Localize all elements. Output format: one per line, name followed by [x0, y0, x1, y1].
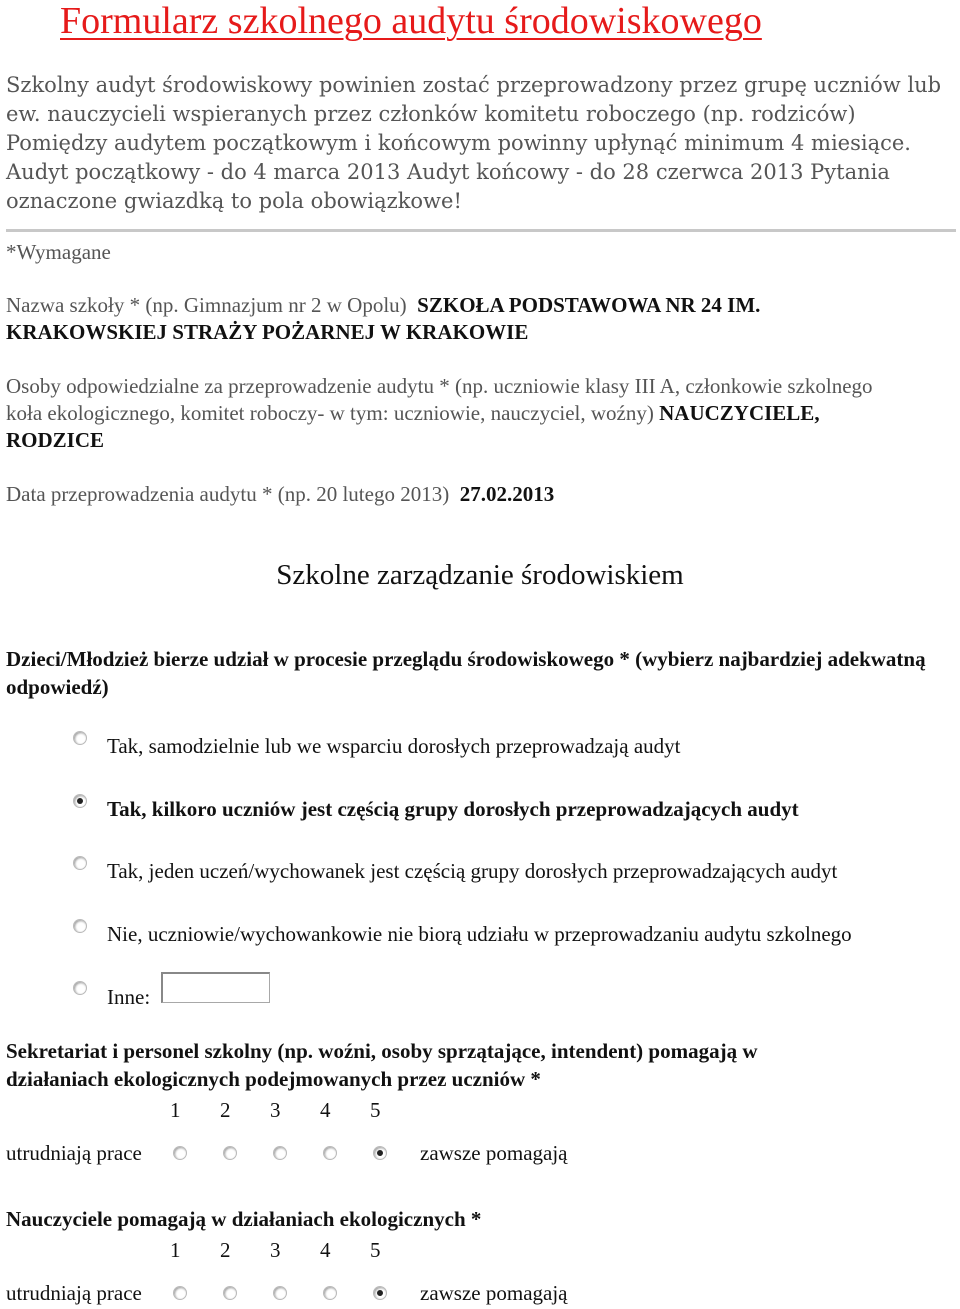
responsible-value[interactable]: NAUCZYCIELE, RODZICE [6, 401, 820, 452]
q3-radio-2[interactable] [223, 1286, 237, 1300]
q3-high-label: zawsze pomagają [420, 1281, 568, 1305]
q3-radio-3[interactable] [273, 1286, 287, 1300]
q1-option-5-radio[interactable] [73, 981, 87, 995]
q3-scale-4: 4 [320, 1238, 331, 1262]
q3-scale-5: 5 [370, 1238, 381, 1262]
form-title: Formularz szkolnego audytu środowiskowego [60, 0, 762, 42]
q1-option-3-radio[interactable] [73, 856, 87, 870]
q1-option-2-label: Tak, kilkoro uczniów jest częścią grupy dorosłych przeprowadzających audyt [107, 797, 799, 821]
q1-other-input[interactable] [161, 972, 270, 1003]
date-value[interactable]: 27.02.2013 [459, 482, 555, 506]
responsible-label: Osoby odpowiedzialne za przeprowadzenie audytu * (np. uczniowie klasy III A, członkowie szkolnego koła ekologicznego, komitet roboczy- w tym: uczniowie, nauczyciel, woźny) [6, 374, 873, 425]
q2-scale-4: 4 [320, 1098, 331, 1122]
form-description: Szkolny audyt środowiskowy powinien zostać przeprowadzony przez grupę uczniów lub ew. nauczycieli wspieranych przez członków komitetu roboczego (np. rodziców) Pomiędzy audytem początkowym i końcowym powinny upłynąć minimum 4 miesiące. Audyt początkowy - do 4 marca 2013 Audyt końcowy - do 28 czerwca 2013 Pytania oznaczone gwiazdką to pola obowiązkowe! [6, 73, 942, 213]
q2-low-label: utrudniają prace [6, 1141, 142, 1165]
q3-low-label: utrudniają prace [6, 1281, 142, 1305]
q2-scale-1: 1 [170, 1098, 181, 1122]
school-name-field [6, 292, 906, 346]
q2-radio-3[interactable] [273, 1146, 287, 1160]
q1-option-1-label: Tak, samodzielnie lub we wsparciu dorosłych przeprowadzają audyt [107, 734, 681, 758]
responsible-field [6, 373, 906, 454]
q1-option-4-label: Nie, uczniowie/wychowankowie nie biorą udziału w przeprowadzaniu audytu szkolnego [107, 922, 852, 946]
question2-text: Sekretariat i personel szkolny (np. woźni, osoby sprzątające, intendent) pomagają w działaniach ekologicznych podejmowanych przez uczniów * [6, 1039, 758, 1091]
q3-radio-4[interactable] [323, 1286, 337, 1300]
q2-radio-4[interactable] [323, 1146, 337, 1160]
q2-radio-2[interactable] [223, 1146, 237, 1160]
q3-scale-3: 3 [270, 1238, 281, 1262]
school-name-label: Nazwa szkoły * (np. Gimnazjum nr 2 w Opolu) [6, 293, 407, 317]
q2-scale-2: 2 [220, 1098, 231, 1122]
q3-radio-5[interactable] [373, 1286, 387, 1300]
question1-text: Dzieci/Młodzież bierze udział w procesie przeglądu środowiskowego * (wybierz najbardziej adekwatną odpowiedź) [6, 647, 926, 699]
q1-option-2-radio[interactable] [73, 794, 87, 808]
q2-scale-5: 5 [370, 1098, 381, 1122]
required-note: *Wymagane [6, 240, 111, 264]
q2-radio-5[interactable] [373, 1146, 387, 1160]
q2-high-label: zawsze pomagają [420, 1141, 568, 1165]
q1-option-1-radio[interactable] [73, 731, 87, 745]
q3-scale-2: 2 [220, 1238, 231, 1262]
q3-scale-1: 1 [170, 1238, 181, 1262]
q2-scale-3: 3 [270, 1098, 281, 1122]
date-field [6, 481, 906, 508]
q2-radio-1[interactable] [173, 1146, 187, 1160]
q1-option-3-label: Tak, jeden uczeń/wychowanek jest częścią grupy dorosłych przeprowadzających audyt [107, 859, 838, 883]
q1-option-4-radio[interactable] [73, 919, 87, 933]
school-name-value[interactable]: SZKOŁA PODSTAWOWA NR 24 IM. KRAKOWSKIEJ STRAŻY POŻARNEJ W KRAKOWIE [6, 293, 761, 344]
section-heading: Szkolne zarządzanie środowiskiem [276, 559, 684, 591]
question3-text: Nauczyciele pomagają w działaniach ekologicznych * [6, 1207, 482, 1231]
date-label: Data przeprowadzenia audytu * (np. 20 lutego 2013) [6, 482, 450, 506]
q3-radio-1[interactable] [173, 1286, 187, 1300]
q1-option-5-label: Inne: [107, 985, 151, 1009]
divider [6, 229, 956, 232]
